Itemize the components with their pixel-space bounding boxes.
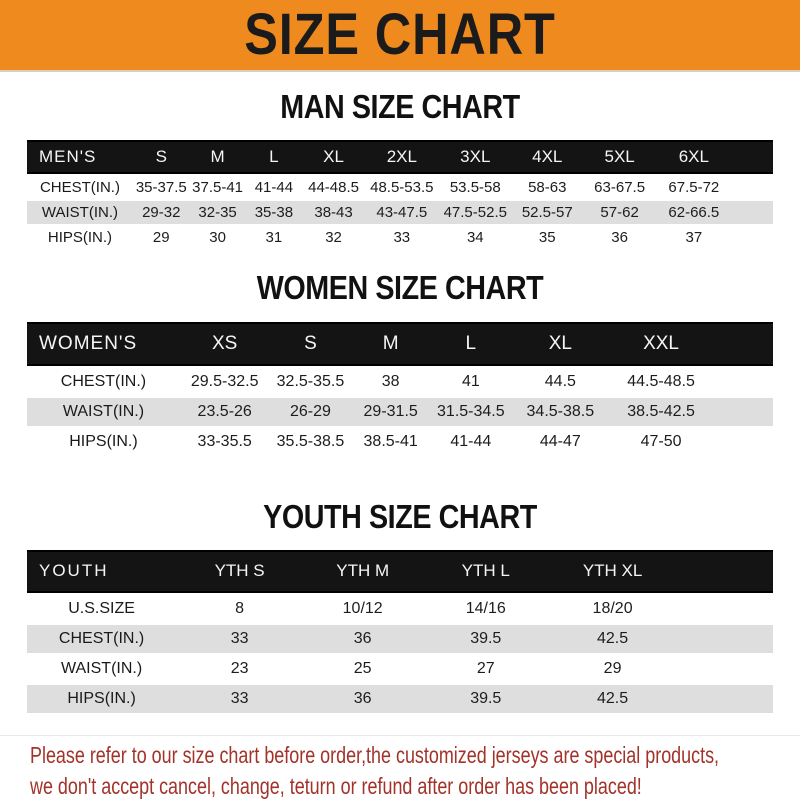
size-value-cell: 39.5 [422, 685, 549, 713]
table-header-row [27, 140, 773, 174]
size-column-header: 2XL [365, 140, 439, 174]
size-value-cell: 34.5-38.5 [512, 398, 609, 426]
spacer-cell [676, 655, 773, 683]
size-column-header: YTH S [176, 550, 303, 593]
size-value-cell: 67.5-72 [668, 179, 720, 197]
size-column-header: 6XL [657, 140, 732, 174]
size-column-header: XL [512, 322, 609, 366]
row-label: HIPS(IN.) [69, 432, 138, 450]
spacer-cell [713, 368, 773, 396]
size-column-header: 4XL [512, 140, 583, 174]
disclaimer-line-1: Please refer to our size chart before order,the customized jerseys are special products, [30, 741, 720, 768]
measurement-row [27, 625, 773, 653]
size-value-cell: 33 [393, 229, 411, 247]
size-value-cell: 29-32 [133, 201, 190, 224]
size-value-cell: 42.5 [549, 625, 676, 653]
youth-size-table [27, 548, 773, 715]
spacer-cell [676, 685, 773, 713]
size-value-cell: 44-47 [539, 432, 581, 450]
spacer-cell [713, 322, 773, 366]
size-value-cell: 44-48.5 [308, 179, 359, 197]
row-label: WAIST(IN.) [27, 201, 133, 224]
size-value-cell: 10/12 [342, 599, 383, 617]
spacer-cell [731, 140, 773, 174]
size-value-cell: 57-62 [583, 201, 657, 224]
banner-title: SIZE CHART [244, 2, 556, 67]
size-column-header: YTH L [422, 550, 549, 593]
youth-chart-heading: YOUTH SIZE CHART [263, 497, 537, 535]
size-column-header: M [351, 322, 429, 366]
size-value-cell: 30 [209, 229, 226, 247]
size-column-header: YTH XL [549, 550, 676, 593]
size-value-cell: 36 [611, 229, 628, 247]
row-label: CHEST(IN.) [60, 372, 147, 390]
size-value-cell: 36 [303, 625, 422, 653]
size-value-cell: 35.5-38.5 [276, 432, 345, 450]
size-column-header: YTH M [303, 550, 422, 593]
table-title-cell: YOUTH [27, 550, 176, 593]
size-value-cell: 33 [176, 685, 303, 713]
size-value-cell: 29 [603, 659, 622, 677]
size-value-cell: 63-67.5 [594, 179, 646, 197]
size-value-cell: 37 [685, 229, 703, 247]
size-column-header: S [269, 322, 351, 366]
spacer-cell [713, 398, 773, 426]
size-value-cell: 58-63 [528, 179, 567, 197]
size-value-cell: 32-35 [190, 201, 246, 224]
size-value-cell: 29.5-32.5 [190, 372, 259, 390]
spacer-cell [676, 550, 773, 593]
row-label: CHEST(IN.) [39, 179, 120, 197]
measurement-row [27, 398, 773, 426]
measurement-row [27, 655, 773, 683]
size-value-cell: 35-37.5 [135, 179, 187, 197]
size-value-cell: 53.5-58 [449, 179, 501, 197]
size-value-cell: 35-38 [246, 201, 303, 224]
size-column-header: L [430, 322, 512, 366]
size-value-cell: 37.5-41 [192, 179, 244, 197]
table-title-cell: WOMEN'S [27, 322, 180, 366]
spacer-cell [713, 428, 773, 456]
size-value-cell: 38.5-42.5 [609, 398, 713, 426]
spacer-cell [731, 226, 773, 249]
size-value-cell: 41-44 [254, 179, 294, 197]
size-column-header: XS [180, 322, 270, 366]
size-value-cell: 41-44 [450, 432, 492, 450]
size-column-header: S [133, 140, 190, 174]
size-value-cell: 38.5-41 [363, 432, 418, 450]
size-value-cell: 23 [230, 659, 249, 677]
row-label: CHEST(IN.) [27, 625, 176, 653]
measurement-row [27, 595, 773, 623]
size-value-cell: 31.5-34.5 [430, 398, 512, 426]
size-value-cell: 52.5-57 [512, 201, 583, 224]
size-value-cell: 33-35.5 [197, 432, 252, 450]
measurement-row [27, 201, 773, 224]
size-chart-banner [0, 0, 800, 72]
women-section [0, 270, 800, 457]
row-label: WAIST(IN.) [27, 398, 180, 426]
spacer-cell [731, 201, 773, 224]
size-value-cell: 26-29 [269, 398, 351, 426]
table-title-cell: MEN'S [27, 140, 133, 174]
row-label: WAIST(IN.) [61, 659, 143, 677]
measurement-row [27, 176, 773, 199]
youth-section [0, 499, 800, 715]
size-column-header: XL [302, 140, 365, 174]
size-value-cell: 44.5 [544, 372, 576, 390]
size-column-header: 3XL [439, 140, 512, 174]
size-value-cell: 29 [152, 229, 170, 247]
spacer-cell [676, 625, 773, 653]
disclaimer-line-2: we don't accept cancel, change, teturn or refund after order has been placed! [30, 772, 642, 799]
men-chart-heading: MAN SIZE CHART [280, 88, 520, 125]
size-value-cell: 47.5-52.5 [439, 201, 512, 224]
measurement-row [27, 226, 773, 249]
size-value-cell: 8 [235, 599, 245, 617]
size-value-cell: 27 [476, 659, 495, 677]
size-value-cell: 47-50 [640, 432, 682, 450]
size-value-cell: 14/16 [465, 599, 506, 617]
size-column-header: M [190, 140, 246, 174]
women-size-table [27, 320, 773, 458]
size-column-header: XXL [609, 322, 713, 366]
size-column-header: 5XL [583, 140, 657, 174]
size-value-cell: 29-31.5 [351, 398, 429, 426]
size-value-cell: 38 [381, 372, 400, 390]
size-value-cell: 25 [353, 659, 372, 677]
size-value-cell: 35 [538, 229, 556, 247]
size-value-cell: 62-66.5 [657, 201, 732, 224]
row-label: HIPS(IN.) [47, 229, 113, 247]
size-value-cell: 43-47.5 [365, 201, 439, 224]
size-value-cell: 32 [325, 229, 342, 247]
size-value-cell: 33 [176, 625, 303, 653]
row-label: HIPS(IN.) [27, 685, 176, 713]
size-value-cell: 39.5 [422, 625, 549, 653]
size-value-cell: 48.5-53.5 [370, 179, 434, 197]
table-header-row [27, 322, 773, 366]
size-value-cell: 44.5-48.5 [627, 372, 695, 390]
size-value-cell: 41 [461, 372, 480, 390]
size-value-cell: 42.5 [549, 685, 676, 713]
measurement-row [27, 428, 773, 456]
table-header-row [27, 550, 773, 593]
spacer-cell [731, 176, 773, 199]
row-label: U.S.SIZE [68, 599, 135, 617]
spacer-cell [676, 595, 773, 623]
size-value-cell: 34 [466, 229, 484, 247]
size-column-header: L [246, 140, 303, 174]
size-value-cell: 31 [265, 229, 283, 247]
size-value-cell: 36 [303, 685, 422, 713]
measurement-row [27, 368, 773, 396]
disclaimer-text [0, 735, 800, 802]
size-value-cell: 18/20 [592, 599, 633, 617]
men-section [0, 89, 800, 251]
size-value-cell: 32.5-35.5 [276, 372, 345, 390]
size-value-cell: 38-43 [302, 201, 365, 224]
women-chart-heading: WOMEN SIZE CHART [256, 269, 544, 307]
size-value-cell: 23.5-26 [180, 398, 270, 426]
measurement-row [27, 685, 773, 713]
men-size-table [27, 138, 773, 251]
